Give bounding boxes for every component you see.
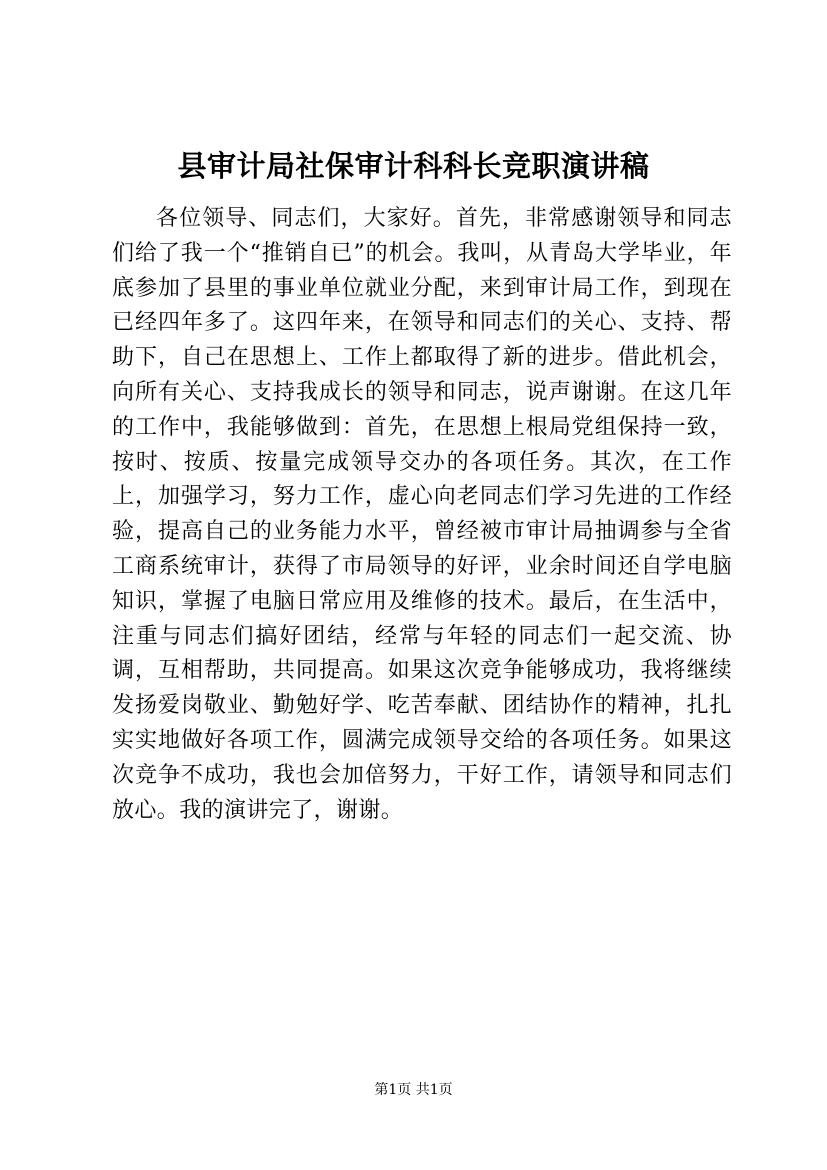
document-body: 各位领导、同志们，大家好。首先，非常感谢领导和同志们给了我一个“推销自已”的机会。我叫，从青岛大学毕业，年底参加了县里的事业单位就业分配，来到审计局工作，到现在已经四年多了。这四年来，在领导和同志们的关心、支持、帮助下，自己在思想上、工作上都取得了新的进步。借此机会，向所有关心、支持我成长的领导和同志，说声谢谢。在这几年的工作中，我能够做到：首先，在思想上根局党组保持一致，按时、按质、按量完成领导交办的各项任务。其次，在工作上，加强学习，努力工作，虚心向老同志们学习先进的工作经验，提高自己的业务能力水平，曾经被市审计局抽调参与全省工商系统审计，获得了市局领导的好评，业余时间还自学电脑知识，掌握了电脑日常应用及维修的技术。最后，在生活中，注重与同志们搞好团结，经常与年轻的同志们一起交流、协调，互相帮助，共同提高。如果这次竞争能够成功，我将继续发扬爱岗敬业、勤勉好学、吃苦奉献、团结协作的精神，扎扎实实地做好各项工作，圆满完成领导交给的各项任务。如果这次竞争不成功，我也会加倍努力，干好工作，请领导和同志们放心。我的演讲完了，谢谢。	[112, 206, 732, 823]
page-footer: 第1页 共1页	[374, 1082, 453, 1098]
document-title: 县审计局社保审计科科长竞职演讲稿	[177, 149, 650, 183]
